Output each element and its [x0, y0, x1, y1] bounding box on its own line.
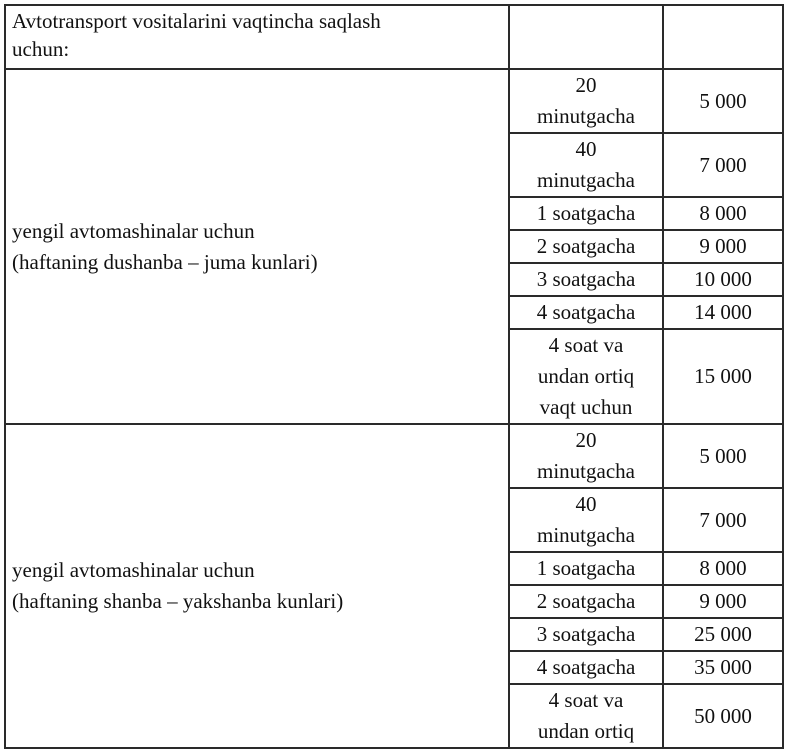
- price-cell: 7 000: [663, 488, 783, 552]
- table-row: [5, 424, 783, 488]
- duration-text: minutgacha: [537, 104, 635, 128]
- duration-text: undan ortiq: [537, 719, 635, 743]
- duration-text: 40: [575, 137, 597, 161]
- price-cell: 50 000: [663, 684, 783, 748]
- duration-text: minutgacha: [537, 459, 635, 483]
- duration-text: minutgacha: [537, 168, 635, 192]
- duration-cell: [509, 488, 663, 552]
- tariff-table-wrapper: [4, 4, 784, 749]
- group-label-cell: [5, 424, 509, 748]
- duration-cell: [509, 69, 663, 133]
- group-label-line: (haftaning dushanba – juma kunlari): [12, 249, 318, 274]
- header-text-line: uchun:: [12, 37, 70, 61]
- duration-cell: 2 soatgacha: [509, 230, 663, 263]
- duration-cell: 1 soatgacha: [509, 197, 663, 230]
- price-cell: 9 000: [663, 585, 783, 618]
- duration-cell: [509, 329, 663, 424]
- duration-text: 4 soat va: [548, 333, 624, 357]
- duration-text: 20: [575, 73, 597, 97]
- duration-cell: 2 soatgacha: [509, 585, 663, 618]
- price-cell: 8 000: [663, 552, 783, 585]
- duration-text: vaqt uchun: [539, 395, 633, 419]
- duration-cell: [509, 133, 663, 197]
- duration-cell: 3 soatgacha: [509, 263, 663, 296]
- duration-text: undan ortiq: [537, 364, 635, 388]
- price-cell: 15 000: [663, 329, 783, 424]
- price-cell: 9 000: [663, 230, 783, 263]
- table-header-row: [5, 5, 783, 69]
- price-cell: 5 000: [663, 69, 783, 133]
- header-empty-cell: [663, 5, 783, 69]
- price-cell: 7 000: [663, 133, 783, 197]
- header-description-cell: [5, 5, 509, 69]
- duration-text: 4 soat va: [548, 688, 624, 712]
- group-label-cell: [5, 69, 509, 424]
- group-label-line: yengil avtomashinalar uchun: [12, 218, 255, 243]
- group-label-line: (haftaning shanba – yakshanba kunlari): [12, 589, 344, 613]
- duration-text: 40: [575, 492, 597, 516]
- duration-cell: [509, 684, 663, 748]
- price-cell: 25 000: [663, 618, 783, 651]
- price-cell: 8 000: [663, 197, 783, 230]
- duration-cell: 3 soatgacha: [509, 618, 663, 651]
- duration-text: 20: [575, 428, 597, 452]
- duration-text: minutgacha: [537, 523, 635, 547]
- price-cell: 5 000: [663, 424, 783, 488]
- price-cell: 10 000: [663, 263, 783, 296]
- group-label-line: yengil avtomashinalar uchun: [12, 558, 255, 582]
- duration-cell: 4 soatgacha: [509, 296, 663, 329]
- duration-cell: [509, 424, 663, 488]
- duration-cell: 4 soatgacha: [509, 651, 663, 684]
- table-row: [5, 69, 783, 133]
- price-cell: 14 000: [663, 296, 783, 329]
- header-empty-cell: [509, 5, 663, 69]
- price-cell: 35 000: [663, 651, 783, 684]
- header-text-line: Avtotransport vositalarini vaqtincha saqlash: [12, 9, 381, 33]
- tariff-table: [4, 4, 784, 749]
- duration-cell: 1 soatgacha: [509, 552, 663, 585]
